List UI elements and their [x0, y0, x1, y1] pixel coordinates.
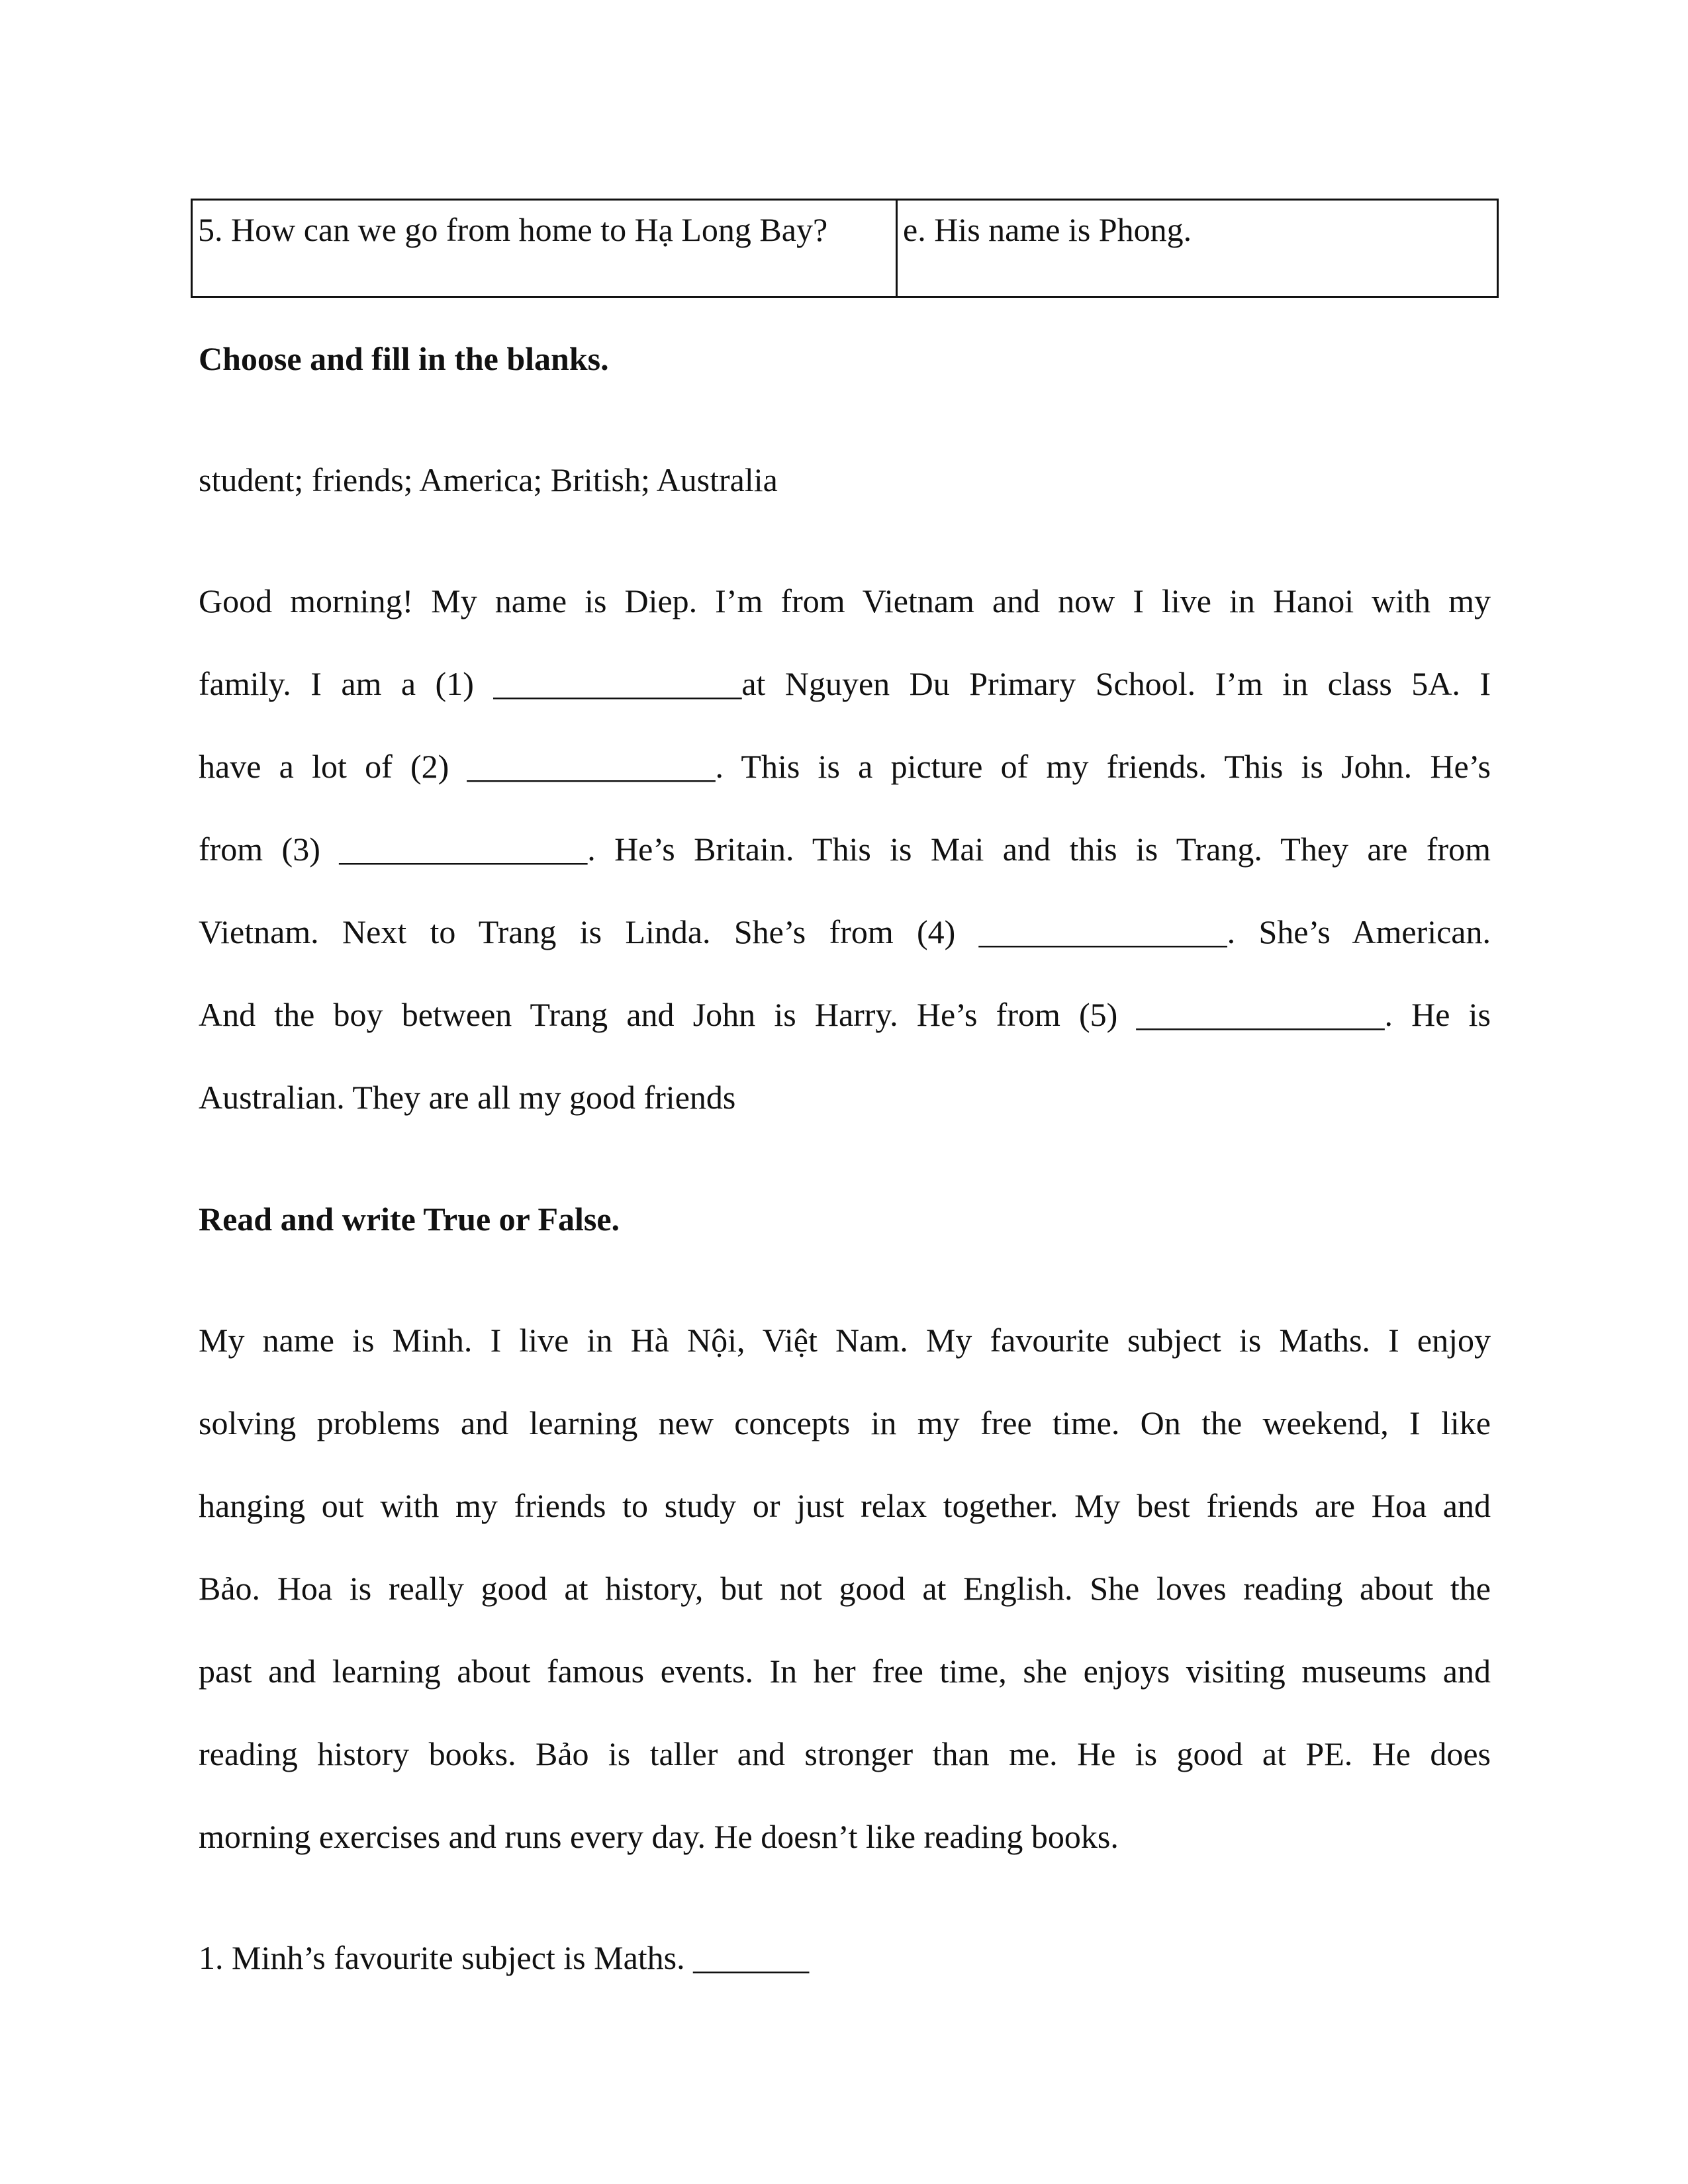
- fill-blanks-heading: Choose and fill in the blanks.: [199, 340, 609, 377]
- passage-line: morning exercises and runs every day. He doesn’t like reading books.: [199, 1818, 1119, 1855]
- passage-line: My name is Minh. I live in Hà Nội, Việt Nam. My favourite subject is Maths. I enjoy: [199, 1322, 1491, 1359]
- passage-line: hanging out with my friends to study or just relax together. My best friends are Hoa and: [199, 1487, 1491, 1524]
- question-item: 1. Minh’s favourite subject is Maths. _______: [199, 1939, 810, 1976]
- passage-line: Australian. They are all my good friends: [199, 1079, 736, 1116]
- true-false-heading: Read and write True or False.: [199, 1201, 620, 1238]
- passage-line: past and learning about famous events. In her free time, she enjoys visiting museums and: [199, 1653, 1491, 1690]
- passage-line: have a lot of (2) _______________. This is a picture of my friends. This is John. He’s: [199, 748, 1491, 785]
- passage-line: Bảo. Hoa is really good at history, but not good at English. She loves reading about the: [199, 1570, 1491, 1607]
- passage-line: family. I am a (1) _______________at Nguyen Du Primary School. I’m in class 5A. I: [199, 665, 1491, 702]
- passage-line: Vietnam. Next to Trang is Linda. She’s from (4) _______________. She’s American.: [199, 913, 1491, 950]
- matching-table: [191, 199, 1499, 298]
- passage-line: solving problems and learning new concepts in my free time. On the weekend, I like: [199, 1404, 1491, 1441]
- passage-line: reading history books. Bảo is taller and stronger than me. He is good at PE. He does: [199, 1735, 1491, 1772]
- passage-line: Good morning! My name is Diep. I’m from Vietnam and now I live in Hanoi with my: [199, 582, 1491, 619]
- word-bank: student; friends; America; British; Australia: [199, 461, 778, 498]
- table-row: [192, 200, 1498, 297]
- question-cell: 5. How can we go from home to Hạ Long Bay?: [192, 200, 897, 297]
- passage-line: from (3) _______________. He’s Britain. This is Mai and this is Trang. They are from: [199, 831, 1491, 868]
- passage-line: And the boy between Trang and John is Harry. He’s from (5) _______________. He is: [199, 996, 1491, 1033]
- answer-cell: e. His name is Phong.: [897, 200, 1498, 297]
